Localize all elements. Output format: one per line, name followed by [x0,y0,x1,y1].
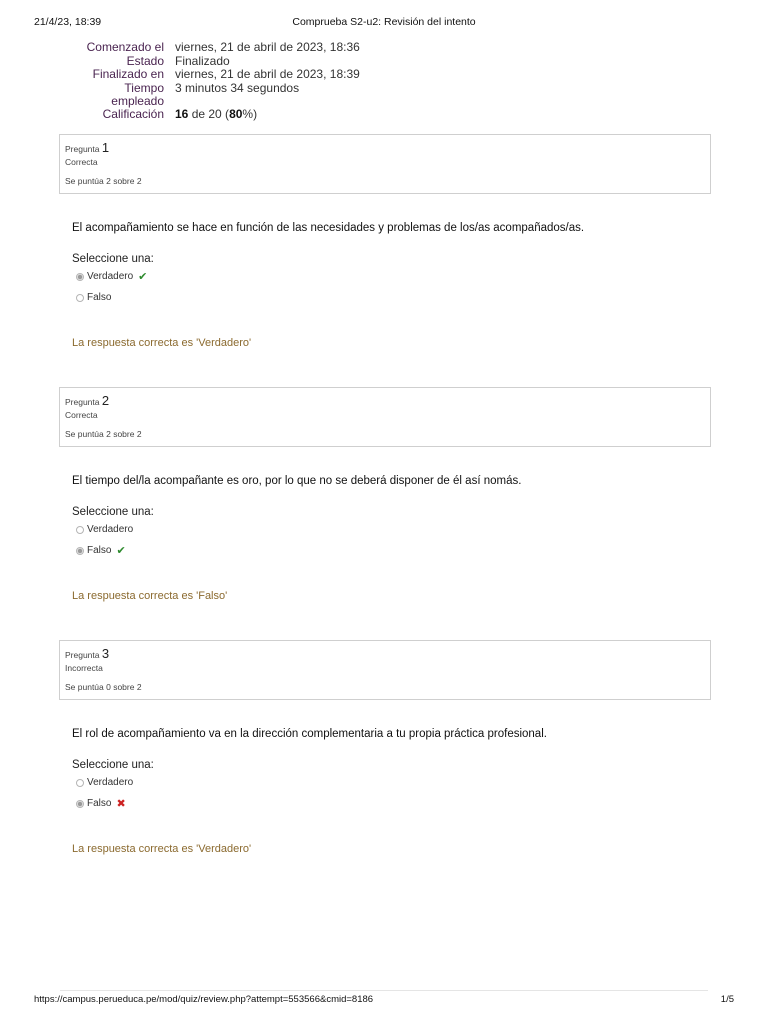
print-title: Comprueba S2-u2: Revisión del intento [292,16,476,28]
question-state: Correcta [65,157,98,167]
correct-answer-feedback: La respuesta correcta es 'Verdadero' [72,843,252,855]
question-body-2 [72,475,712,602]
print-date: 21/4/23, 18:39 [34,16,102,28]
print-header [34,16,734,30]
question-mark: Se puntúa 0 sobre 2 [65,682,142,692]
summary-row-calificacion [60,108,360,122]
grade-value [175,108,257,122]
radio-selected[interactable] [76,273,84,281]
radio-unselected[interactable] [76,779,84,787]
question-number: 3 [101,646,110,661]
grade-end: %) [242,106,258,121]
question-mark: Se puntúa 2 sobre 2 [65,429,142,439]
question-text: El acompañamiento se hace en función de las necesidades y problemas de los/as acompañados/as. [72,222,585,234]
grade-of: de 20 ( [188,106,230,121]
summary-label: Estado [126,53,164,68]
grade-percent: 80 [229,106,243,121]
question-text: El rol de acompañamiento va en la dirección complementaria a tu propia práctica profesional. [72,728,547,740]
summary-value: 3 minutos 34 segundos [175,80,300,95]
summary-row-tiempo [60,82,360,108]
summary-label: Calificación [102,106,164,121]
question-text: El tiempo del/la acompañante es oro, por lo que no se deberá disponer de él así nomás. [72,475,522,487]
option-label: Falso [87,545,112,556]
attempt-summary [60,41,360,121]
question-prompt: Seleccione una: [72,506,154,518]
radio-selected[interactable] [76,800,84,808]
radio-unselected[interactable] [76,294,84,302]
summary-value: viernes, 21 de abril de 2023, 18:36 [175,40,360,54]
summary-label: Finalizado en [92,67,164,81]
summary-value: viernes, 21 de abril de 2023, 18:39 [175,67,360,81]
question-label: Pregunta [65,397,100,407]
summary-value: Finalizado [175,53,230,68]
question-label: Pregunta [65,144,100,154]
option-falso[interactable] [76,540,712,561]
summary-label: Comenzado el [86,40,164,54]
question-state: Correcta [65,410,98,420]
option-label: Verdadero [87,777,134,788]
option-label: Verdadero [87,271,134,282]
option-verdadero[interactable] [76,266,712,287]
question-mark: Se puntúa 2 sobre 2 [65,176,142,186]
summary-label-line: Tiempo [124,80,164,95]
question-number: 2 [101,393,110,408]
radio-unselected[interactable] [76,526,84,534]
page-number: 1/5 [720,994,734,1005]
summary-label-line: empleado [111,93,164,108]
correct-answer-feedback: La respuesta correcta es 'Verdadero' [72,337,252,349]
question-info-3 [59,640,711,700]
footer-divider [60,990,708,991]
option-label: Verdadero [87,524,134,535]
question-label: Pregunta [65,650,100,660]
question-info-1 [59,134,711,194]
question-prompt: Seleccione una: [72,759,154,771]
question-body-3 [72,728,712,855]
question-body-1 [72,222,712,349]
option-verdadero[interactable] [76,772,712,793]
option-label: Falso [87,292,112,303]
print-footer [34,994,734,1005]
grade-score: 16 [175,106,189,121]
option-falso[interactable] [76,793,712,814]
radio-selected[interactable] [76,547,84,555]
check-icon: ✔ [116,545,126,557]
summary-row-estado [60,55,360,69]
correct-answer-feedback: La respuesta correcta es 'Falso' [72,590,228,602]
option-verdadero[interactable] [76,519,712,540]
option-falso[interactable] [76,287,712,308]
summary-label [60,82,164,108]
option-label: Falso [87,798,112,809]
question-state: Incorrecta [65,663,103,673]
question-prompt: Seleccione una: [72,253,154,265]
check-icon: ✔ [138,271,148,283]
question-info-2 [59,387,711,447]
cross-icon: ✖ [116,798,126,810]
page-url: https://campus.perueduca.pe/mod/quiz/review.php?attempt=553566&cmid=8186 [34,994,374,1005]
question-number: 1 [101,140,110,155]
summary-row-finalizado [60,68,360,82]
summary-row-comenzado [60,41,360,55]
